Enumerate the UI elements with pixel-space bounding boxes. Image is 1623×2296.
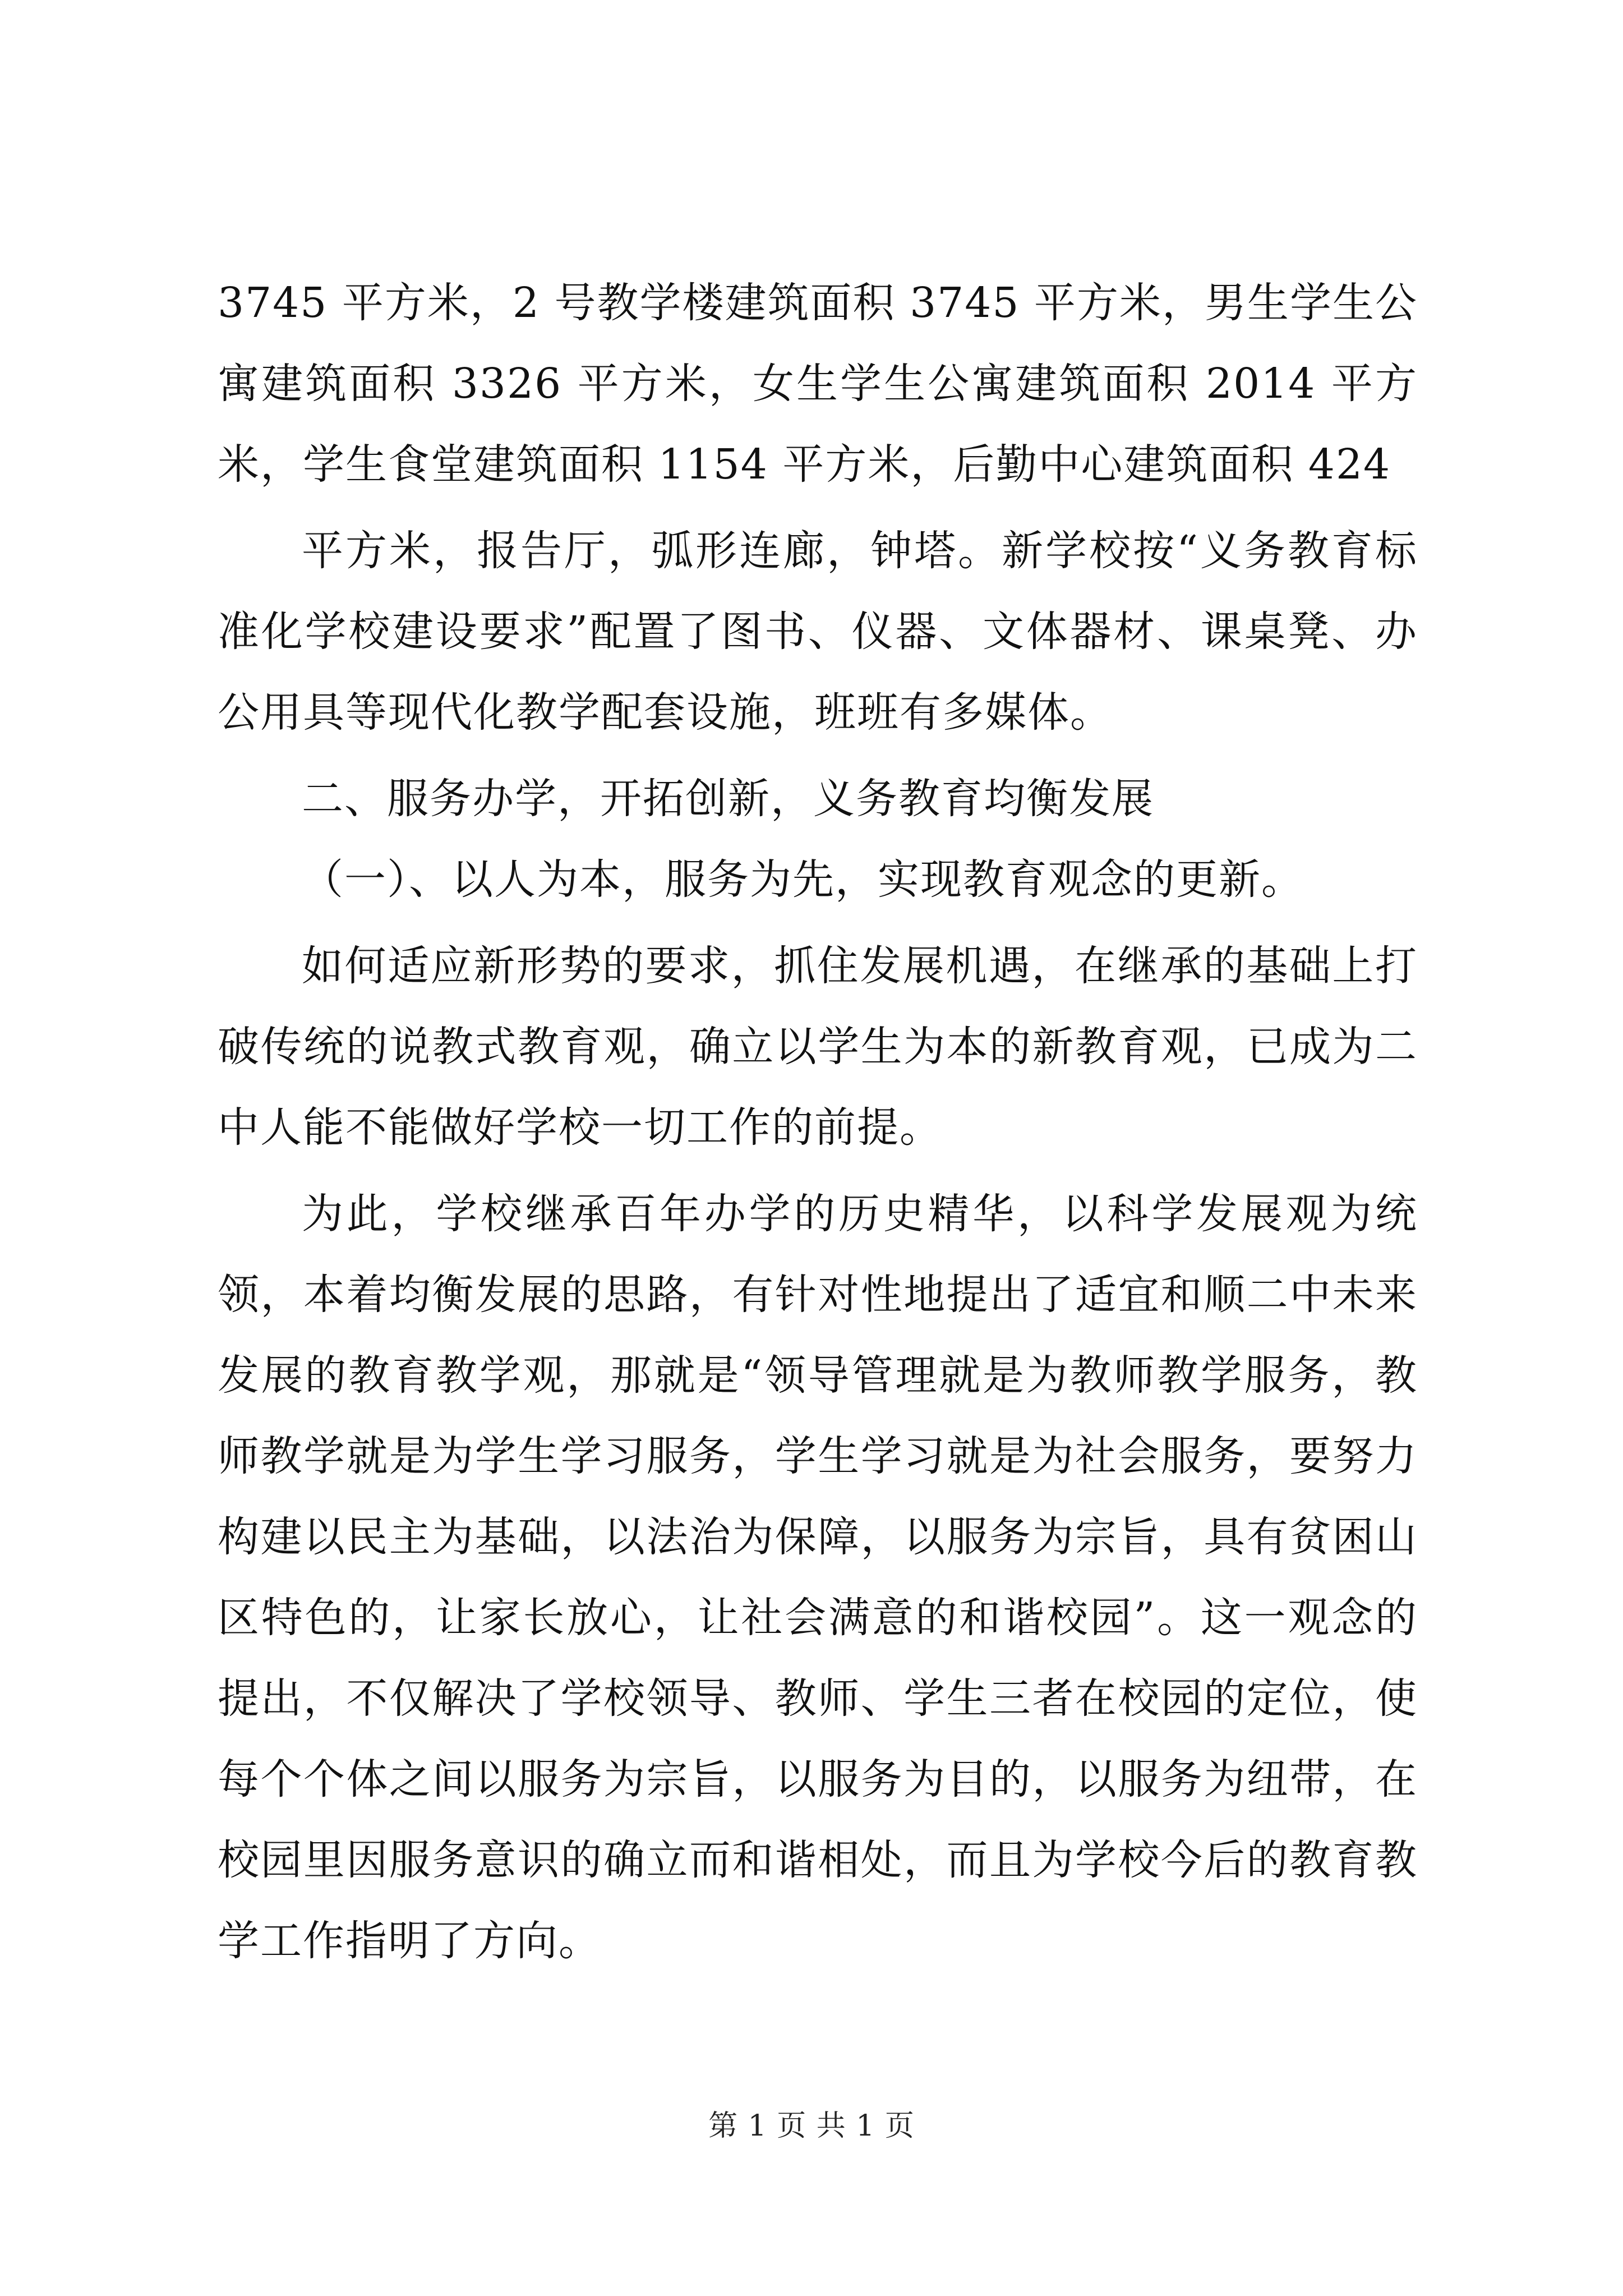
paragraph-service-concept: 为此，学校继承百年办学的历史精华，以科学发展观为统领，本着均衡发展的思路，有针对性地提出了适宜和顺二中未来发展的教育教学观，那就是“领导管理就是为教师教学服务，教师教学就是为学生学习服务，学生学习就是为社会服务，要努力构建以民主为基础，以法治为保障，以服务为宗旨，具有贫困山区特色的，让家长放心，让社会满意的和谐校园”。这一观念的提出，不仅解决了学校领导、教师、学生三者在校园的定位，使每个个体之间以服务为宗旨，以服务为目的，以服务为纽带，在校园里因服务意识的确立而和谐相处，而且为学校今后的教育教学工作指明了方向。 <box>218 1190 1418 1965</box>
paragraph-facilities: 平方米，报告厅，弧形连廊，钟塔。新学校按“义务教育标准化学校建设要求”配置了图书、仪器、文体器材、课桌凳、办公用具等现代化教学配套设施，班班有多媒体。 <box>218 527 1418 737</box>
paragraph-new-concept: 如何适应新形势的要求，抓住发展机遇，在继承的基础上打破传统的说教式教育观，确立以学生为本的新教育观，已成为二中人能不能做好学校一切工作的前提。 <box>218 942 1418 1152</box>
document-body <box>218 263 1418 1981</box>
section-heading-2: 二、服务办学，开拓创新，义务教育均衡发展 <box>302 775 1154 823</box>
page-number-footer: 第 1 页 共 1 页 <box>708 2109 915 2143</box>
paragraph-building-areas: 3745 平方米，2 号教学楼建筑面积 3745 平方米，男生学生公寓建筑面积 3326 平方米，女生学生公寓建筑面积 2014 平方米，学生食堂建筑面积 1154 平方米，后勤中心建筑面积 424 <box>218 279 1418 489</box>
subsection-heading-1: （一）、以人为本，服务为先，实现教育观念的更新。 <box>302 855 1304 904</box>
